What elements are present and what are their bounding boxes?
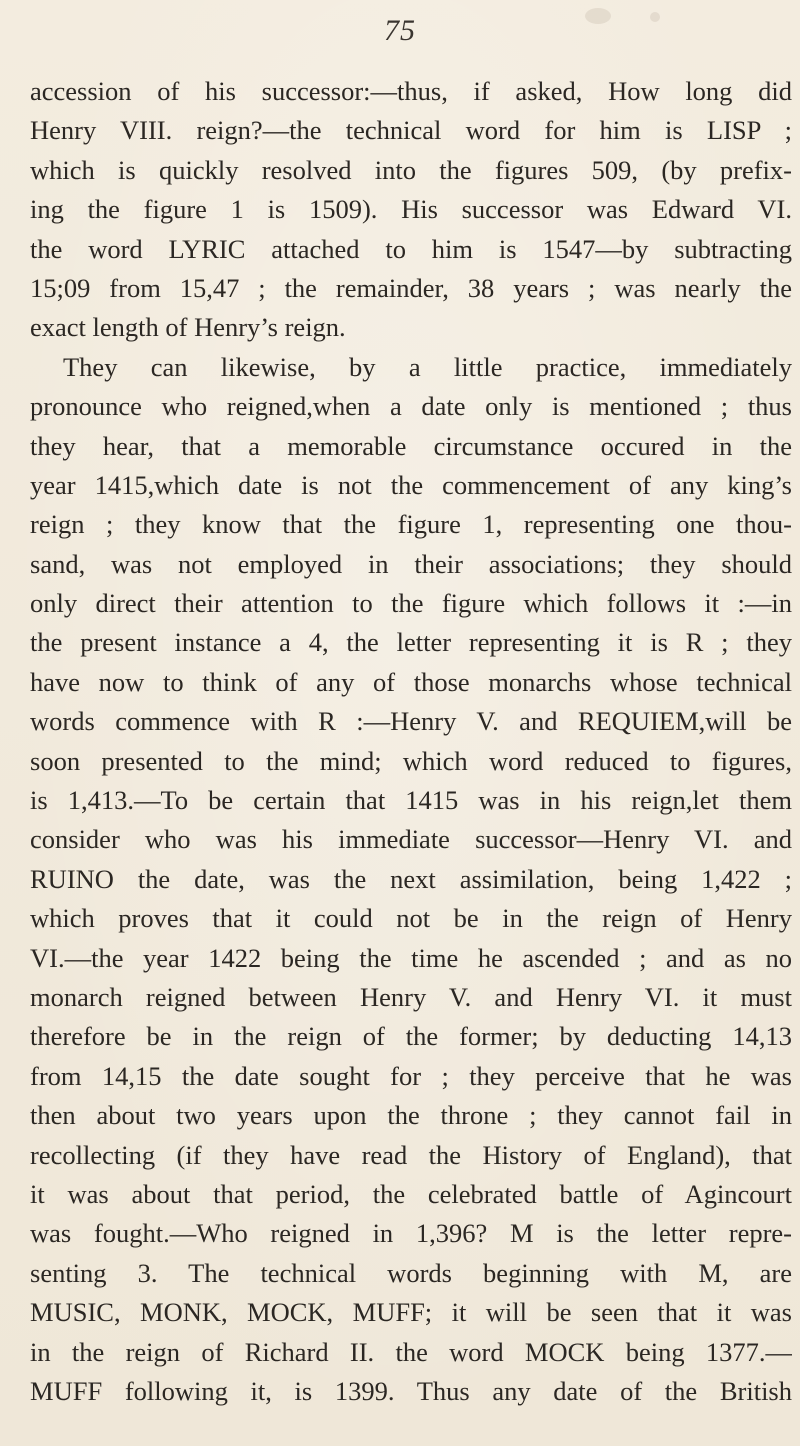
- text-line: was fought.—Who reigned in 1,396? M is the letter repre-: [30, 1218, 792, 1249]
- text-line: therefore be in the reign of the former; by deducting 14,13: [30, 1021, 792, 1052]
- text-line: year 1415,which date is not the commencement of any king’s: [30, 469, 792, 500]
- page-number: 75: [384, 14, 416, 47]
- text-line: MUSIC, MONK, MOCK, MUFF; it will be seen that it was: [30, 1297, 792, 1328]
- text-line: the present instance a 4, the letter representing it is R ; they: [30, 627, 792, 658]
- body-text: [30, 72, 792, 1411]
- text-line: pronounce who reigned,when a date only is mentioned ; thus: [30, 391, 792, 422]
- text-line: reign ; they know that the figure 1, representing one thou-: [30, 509, 792, 540]
- text-line: senting 3. The technical words beginning with M, are: [30, 1257, 792, 1288]
- text-line: 15;09 from 15,47 ; the remainder, 38 years ; was nearly the: [30, 272, 792, 303]
- text-line: they hear, that a memorable circumstance occured in the: [30, 430, 792, 461]
- text-line: in the reign of Richard II. the word MOCK being 1377.—: [30, 1336, 792, 1367]
- text-line: MUFF following it, is 1399. Thus any date of the British: [30, 1375, 792, 1406]
- text-line: only direct their attention to the figure which follows it :—in: [30, 588, 792, 619]
- text-line: soon presented to the mind; which word reduced to figures,: [30, 745, 792, 776]
- text-line: Henry VIII. reign?—the technical word for him is LISP ;: [30, 115, 792, 146]
- text-line: RUINO the date, was the next assimilation, being 1,422 ;: [30, 863, 792, 894]
- text-line: from 14,15 the date sought for ; they perceive that he was: [30, 1060, 792, 1091]
- text-line: it was about that period, the celebrated battle of Agincourt: [30, 1178, 792, 1209]
- text-line: which is quickly resolved into the figures 509, (by prefix-: [30, 154, 792, 185]
- text-line: consider who was his immediate successor—Henry VI. and: [30, 824, 792, 855]
- text-line: which proves that it could not be in the reign of Henry: [30, 903, 792, 934]
- text-line: words commence with R :—Henry V. and REQUIEM,will be: [30, 706, 792, 737]
- text-line: ing the figure 1 is 1509). His successor was Edward VI.: [30, 194, 792, 225]
- text-line: have now to think of any of those monarchs whose technical: [30, 666, 792, 697]
- paragraph-start-line: They can likewise, by a little practice, immediately: [63, 351, 792, 382]
- text-line: then about two years upon the throne ; they cannot fail in: [30, 1100, 792, 1131]
- text-line: monarch reigned between Henry V. and Henry VI. it must: [30, 981, 792, 1012]
- text-line: is 1,413.—To be certain that 1415 was in his reign,let them: [30, 785, 792, 816]
- text-line: VI.—the year 1422 being the time he ascended ; and as no: [30, 942, 792, 973]
- text-line: sand, was not employed in their associations; they should: [30, 548, 792, 579]
- text-line: accession of his successor:—thus, if asked, How long did: [30, 76, 792, 106]
- text-line: exact length of Henry’s reign.: [30, 312, 346, 343]
- text-line: the word LYRIC attached to him is 1547—by subtracting: [30, 233, 792, 264]
- text-line: recollecting (if they have read the History of England), that: [30, 1139, 792, 1170]
